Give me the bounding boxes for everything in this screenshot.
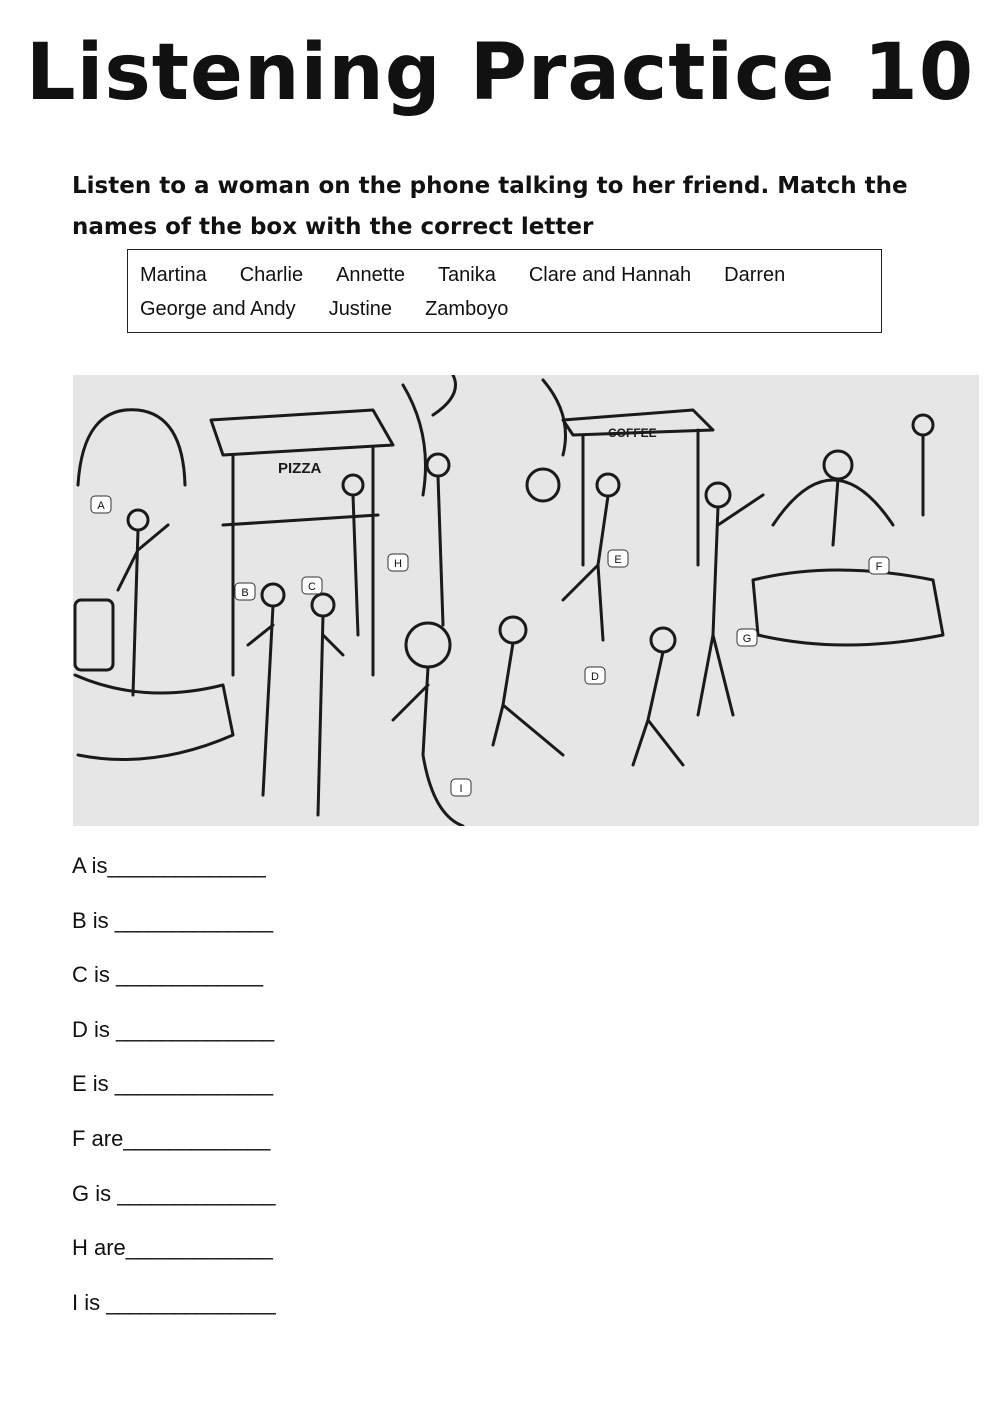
answer-blank[interactable]: ______________ [114, 907, 273, 933]
answer-line [72, 1228, 275, 1283]
answer-prompt: F are [72, 1125, 124, 1151]
coffee-sign: COFFEE [608, 426, 657, 440]
answer-line [72, 1064, 275, 1119]
pizza-sign: PIZZA [278, 460, 322, 477]
answer-blank[interactable]: ______________ [117, 1180, 275, 1206]
answer-prompt: E is [72, 1071, 115, 1097]
answer-blank[interactable]: ______________ [116, 1016, 274, 1042]
name-option: Martina [140, 264, 207, 286]
answer-blank[interactable]: _____________ [116, 962, 263, 988]
name-option: Annette [336, 264, 406, 286]
svg-text:H: H [394, 558, 402, 570]
answer-line [72, 1010, 275, 1065]
label-f [869, 557, 889, 574]
answer-blank[interactable]: ______________ [114, 1071, 273, 1097]
svg-text:G: G [742, 633, 752, 645]
label-i [451, 779, 471, 796]
answer-line [72, 1283, 275, 1338]
label-c [302, 577, 322, 594]
svg-text:I: I [459, 783, 463, 795]
label-d [585, 667, 605, 684]
answer-prompt: C is [72, 962, 116, 988]
answer-prompt: G is [72, 1180, 118, 1206]
answer-line [72, 1174, 275, 1229]
label-e [608, 550, 628, 567]
answer-line [72, 846, 275, 901]
svg-text:C: C [308, 581, 316, 593]
street-scene-illustration [73, 375, 979, 826]
svg-text:E: E [614, 554, 622, 566]
label-a [91, 496, 111, 513]
svg-text:B: B [241, 587, 249, 599]
answer-line [72, 901, 275, 956]
label-b [235, 583, 255, 600]
svg-text:D: D [591, 671, 599, 683]
answer-line [72, 955, 275, 1010]
page-title: Listening Practice 10 [25, 28, 975, 118]
answer-prompt: H are [72, 1235, 126, 1261]
label-h [388, 554, 408, 571]
answer-blank[interactable]: ______________ [107, 853, 265, 878]
answer-prompt: B is [72, 907, 115, 933]
svg-text:A: A [97, 500, 105, 512]
name-option: Justine [328, 298, 393, 320]
answer-prompt: D is [72, 1016, 116, 1042]
name-option: Charlie [239, 264, 304, 286]
svg-text:F: F [875, 561, 883, 573]
name-option: Clare and Hannah [528, 264, 692, 286]
name-option: Tanika [438, 264, 496, 286]
name-option: Zamboyo [425, 298, 509, 320]
name-option: Darren [724, 264, 786, 286]
label-g [737, 629, 757, 646]
answer-list [72, 846, 275, 1337]
name-box [127, 249, 882, 333]
answer-blank[interactable]: _____________ [123, 1125, 270, 1151]
answer-prompt: A is [72, 853, 108, 878]
answer-line [72, 1119, 275, 1174]
answer-prompt: I is [72, 1289, 107, 1315]
answer-blank[interactable]: _______________ [106, 1289, 275, 1315]
name-option: George and Andy [140, 298, 296, 320]
instructions: Listen to a woman on the phone talking to her friend. Match the names of the box with the correct letter [72, 173, 908, 240]
answer-blank[interactable]: _____________ [125, 1235, 272, 1261]
